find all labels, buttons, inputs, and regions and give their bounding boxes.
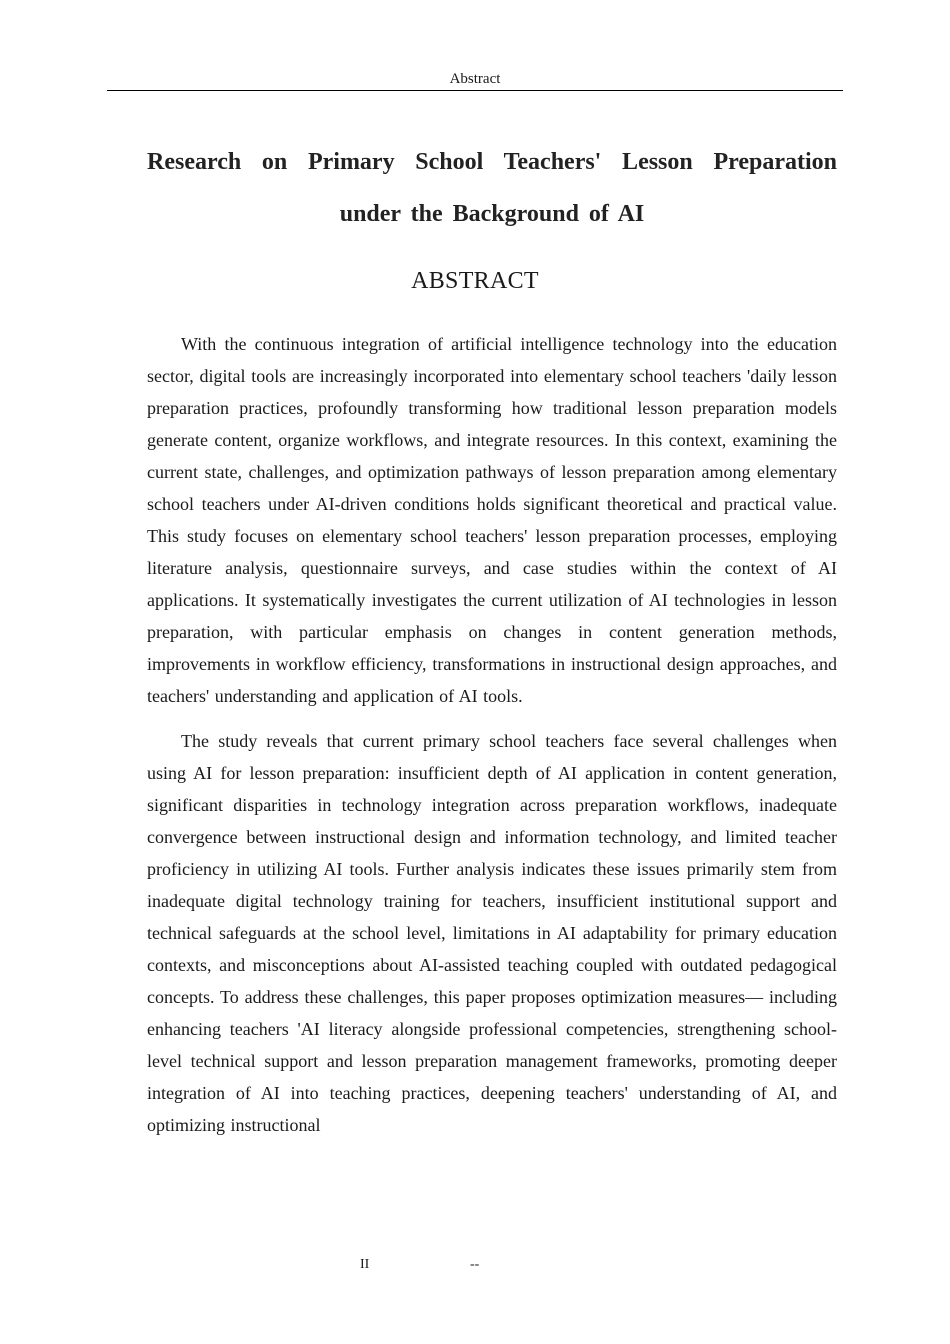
abstract-body [147, 328, 837, 1154]
footer-dash: -- [470, 1257, 480, 1272]
paragraph-1: With the continuous integration of artificial intelligence technology into the education sector, digital tools are increasingly incorporated into elementary school teachers 'daily lesson preparation practices, profoundly transforming how traditional lesson preparation models generate content, organize workflows, and integrate resources. In this context, examining the current state, challenges, and optimization pathways of lesson preparation among elementary school teachers under AI-driven conditions holds significant theoretical and practical value. This study focuses on elementary school teachers' lesson preparation processes, employing literature analysis, questionnaire surveys, and case studies within the context of AI applications. It systematically investigates the current utilization of AI technologies in lesson preparation, with particular emphasis on changes in content generation methods, improvements in workflow efficiency, transformations in instructional design approaches, and teachers' understanding and application of AI tools. [147, 334, 837, 706]
section-heading: ABSTRACT [411, 268, 539, 294]
running-header [107, 70, 843, 91]
paragraph-2: The study reveals that current primary school teachers face several challenges when using AI for lesson preparation: insufficient depth of AI application in content generation, significant disparities in technology integration across preparation workflows, inadequate convergence between instructional design and information technology, and limited teacher proficiency in utilizing AI tools. Further analysis indicates these issues primarily stem from inadequate digital technology training for teachers, insufficient institutional support and technical safeguards at the school level, limitations in AI adaptability for primary education contexts, and misconceptions about AI-assisted teaching coupled with outdated pedagogical concepts. To address these challenges, this paper proposes optimization measures— including enhancing teachers 'AI literacy alongside professional competencies, strengthening school-level technical support and lesson preparation management frameworks, promoting deeper integration of AI into teaching practices, deepening teachers' understanding of AI, and optimizing instructional [147, 731, 837, 1135]
document-title: Research on Primary School Teachers' Lesson Preparation under the Background of AI [147, 149, 837, 227]
page-number: II [360, 1257, 370, 1272]
running-header-title: Abstract [449, 71, 501, 87]
